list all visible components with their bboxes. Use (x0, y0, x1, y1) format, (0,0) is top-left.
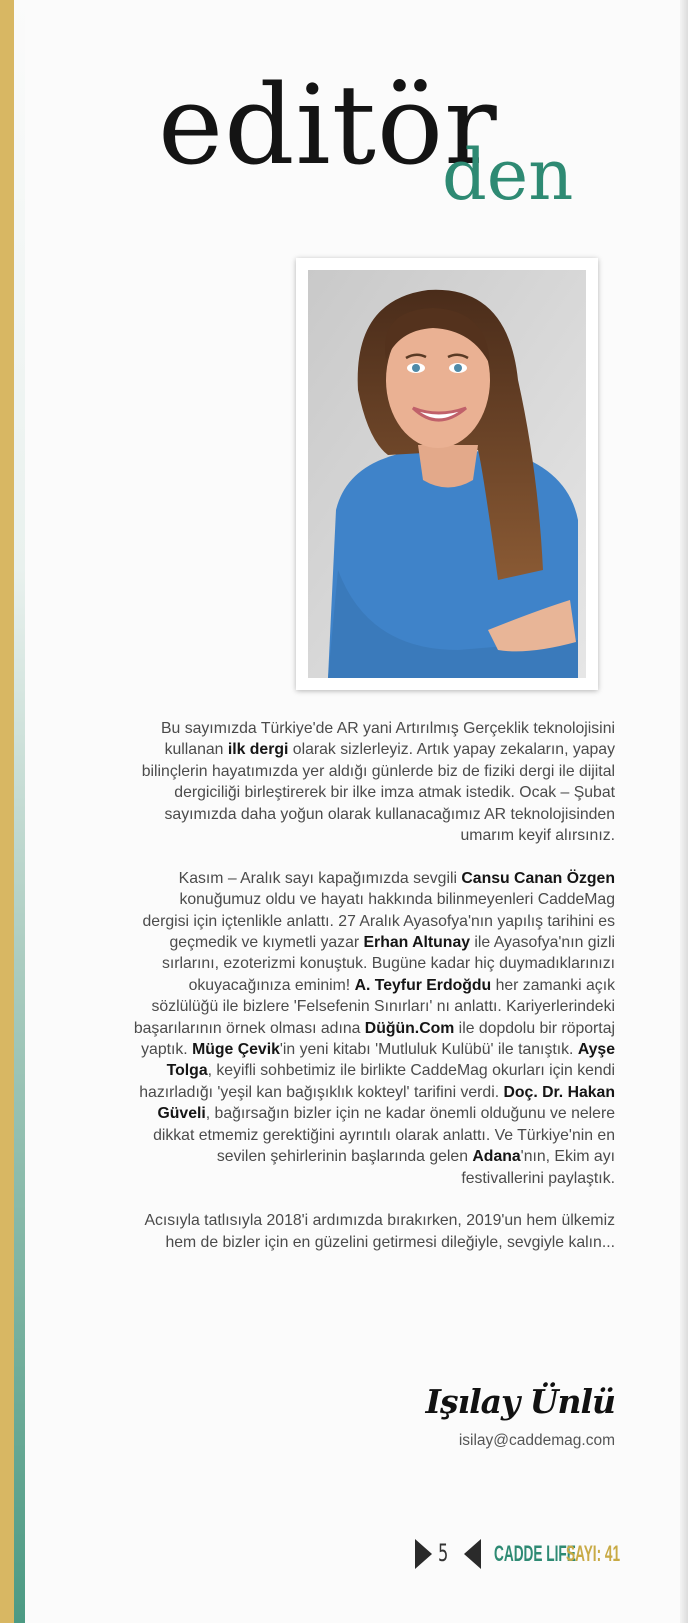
text-run: Kasım – Aralık sayı kapağımızda sevgili (178, 869, 462, 887)
editorial-body (130, 718, 615, 1275)
page-edge-shadow (680, 0, 688, 1623)
paragraph-intro (130, 718, 615, 846)
editor-portrait-photo (308, 270, 586, 678)
play-right-icon (415, 1539, 432, 1569)
editor-photo-frame (296, 258, 598, 690)
bold-name: A. Teyfur Erdoğdu (354, 976, 492, 994)
neck (418, 445, 478, 488)
bold-name: Müge Çevik (192, 1041, 280, 1059)
bold-name: Düğün.Com (364, 1019, 455, 1037)
bold-name: Cansu Canan Özgen (461, 869, 615, 887)
paragraph-closing (130, 1210, 615, 1253)
page-subtitle: den (442, 134, 574, 216)
bold-name: Erhan Altunay (363, 934, 471, 952)
bold-name: Adana (472, 1148, 521, 1166)
text-run: , bağırsağın bizler için ne kadar önemli olduğunu ve nelere dikkat etmemiz gerektiğini ayrıntılı olarak anlattı. Ve Türkiye'nin en sevilen şehirlerinin başlarında gelen (153, 1105, 615, 1166)
text-run: 'in yeni kitabı 'Mutluluk Kulübü' ile tanıştık. (279, 1041, 578, 1059)
editor-signature: Işılay Ünlü (425, 1382, 615, 1421)
play-left-icon (464, 1539, 481, 1569)
text-run: her zamanki açık sözlülüğü ile bizlere 'Felsefenin Sınırları' nı anlattı. Kariyerlerindeki başarılarının örnek olması adına (133, 976, 615, 1037)
text-run: olarak sizlerleyiz. Artık yapay zekaların, yapay bilinçlerin hayatımızda yer aldığı günlerde biz de fiziki dergi ile dijital dergiciliği birleştirerek bir ilke imza atmak istedik. Ocak – Şubat sayımızda daha yoğun olarak kullanacağımız AR teknolojisinden umarım keyif alırsınız. (141, 741, 615, 845)
magazine-brand: CADDE LIFE (494, 1541, 576, 1566)
left-green-gradient-bar (14, 0, 25, 1623)
text-run: Acısıyla tatlısıyla 2018'i ardımızda bırakırken, 2019'un hem ülkemiz hem de bizler için en güzelini getirmesi dileğiyle, sevgiyle kalın... (144, 1212, 615, 1251)
page-footer (410, 1537, 630, 1571)
page-title: editör (158, 61, 498, 189)
bold-name: Doç. Dr. Hakan Güveli (157, 1083, 615, 1123)
paragraph-contents (130, 868, 615, 1189)
bold-name: ilk dergi (227, 741, 289, 759)
text-run: , keyifli sohbetimiz ile birlikte CaddeMag okurları için kendi hazırladığı 'yeşil kan bağışıklık kokteyl' tarifini verdi. (139, 1062, 615, 1101)
editor-email-link[interactable]: isilay@caddemag.com (458, 1432, 615, 1449)
text-run: ile Ayasofya'nın gizli sırlarını, ezoterizmi konuştuk. Bugüne kadar hiç duymadıklarınızı okuyacağınıza eminim! (161, 934, 615, 994)
page-number: 5 (438, 1539, 449, 1567)
text-run: konuğumuz oldu ve hayatı hakkında bilinmeyenleri CaddeMag dergisi için içtenlikle anlattı. 27 Aralık Ayasofya'nın yapılış tarihini es geçmedik ve kıymetli yazar (142, 891, 615, 952)
text-run: Bu sayımızda Türkiye'de AR yani Artırılmış Gerçeklik teknolojisini kullanan (161, 720, 615, 759)
text-run: ile dopdolu bir röportaj yaptık. (141, 1019, 615, 1059)
text-run: 'nın, Ekim ayı festivallerini paylaştık. (461, 1148, 615, 1187)
left-gold-bar (0, 0, 14, 1623)
issue-number: SAYI: 41 (566, 1541, 621, 1566)
bold-name: Ayşe Tolga (166, 1041, 615, 1080)
